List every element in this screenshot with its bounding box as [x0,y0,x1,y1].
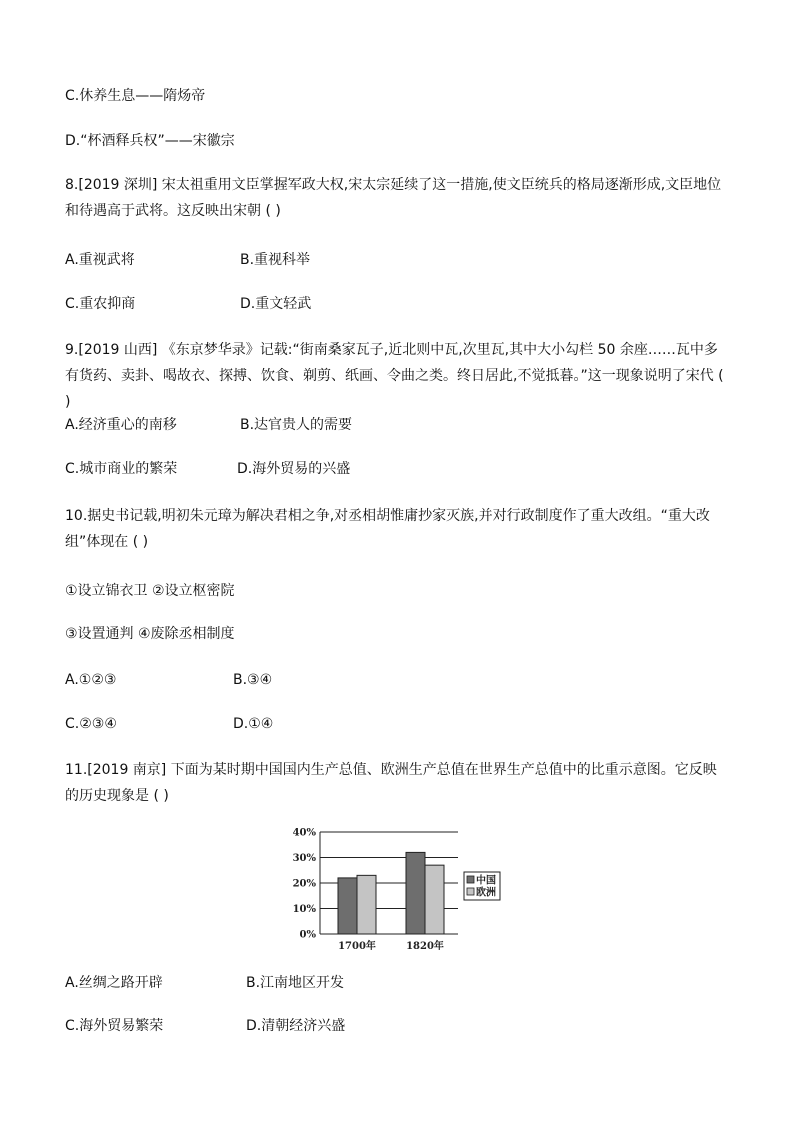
bar [357,875,376,934]
q9-option-c: C.城市商业的繁荣 [65,461,178,477]
q11-stem: 11.[2019 南京] 下面为某时期中国国内生产总值、欧洲生产总值在世界生产总值中的比重示意图。它反映的历史现象是 ( ) [65,762,717,804]
q11-option-c: C.海外贸易繁荣 [65,1018,164,1034]
chart-bars [338,852,444,934]
q9-option-b: B.达官贵人的需要 [240,417,353,433]
q11-option-b: B.江南地区开发 [246,975,345,991]
chart-y-tick-labels [293,828,317,941]
q10-items-2: ③设置通判 ④废除丞相制度 [65,626,235,642]
q10-option-d: D.①④ [233,716,274,732]
chart-x-tick-labels [338,939,444,952]
legend-swatch [467,888,474,895]
legend-label: 欧洲 [476,887,496,899]
y-tick-label: 20% [292,878,316,890]
y-tick-label: 40% [292,827,316,839]
q11-option-d: D.清朝经济兴盛 [246,1018,346,1034]
q8-option-d: D.重文轻武 [240,296,312,312]
bar [406,852,425,934]
q10-option-b: B.③④ [233,672,273,688]
q8-stem: 8.[2019 深圳] 宋太祖重用文臣掌握军政大权,宋太宗延续了这一措施,使文臣统兵的格局逐渐形成,文臣地位和待遇高于武将。这反映出宋朝 ( ) [65,177,722,219]
q10-stem: 10.据史书记载,明初朱元璋为解决君相之争,对丞相胡惟庸抄家灭族,并对行政制度作了重大改组。“重大改组”体现在 ( ) [65,508,710,550]
y-tick-label: 10% [292,904,316,915]
gdp-share-bar-chart [280,822,510,957]
q10-option-c: C.②③④ [65,716,117,732]
q8-option-a: A.重视武将 [65,252,135,268]
q8-option-b: B.重视科举 [240,252,311,268]
q8-option-c: C.重农抑商 [65,296,136,312]
q7-option-d: D.“杯酒释兵权”——宋徽宗 [65,133,235,149]
x-tick-label: 1700年 [338,941,376,952]
legend-swatch [467,876,474,883]
bar [425,865,444,934]
y-tick-label: 30% [292,853,316,864]
y-tick-label: 0% [299,929,316,941]
bar [338,878,357,934]
x-tick-label: 1820年 [406,941,444,952]
q9-stem: 9.[2019 山西] 《东京梦华录》记载:“街南桑家瓦子,近北则中瓦,次里瓦,其中大小勾栏 50 余座……瓦中多有货药、卖卦、喝故衣、探搏、饮食、剃剪、纸画、令曲之类。终日居此,不觉抵暮。”这一现象说明了宋代 ( ) [65,342,724,410]
chart-legend [464,872,500,900]
legend-label: 中国 [476,875,496,887]
q10-option-a: A.①②③ [65,672,117,688]
q7-option-c: C.休养生息——隋炀帝 [65,88,206,104]
q9-option-d: D.海外贸易的兴盛 [237,461,351,477]
q9-option-a: A.经济重心的南移 [65,417,177,433]
q10-items-1: ①设立锦衣卫 ②设立枢密院 [65,583,235,599]
q11-option-a: A.丝绸之路开辟 [65,975,163,991]
